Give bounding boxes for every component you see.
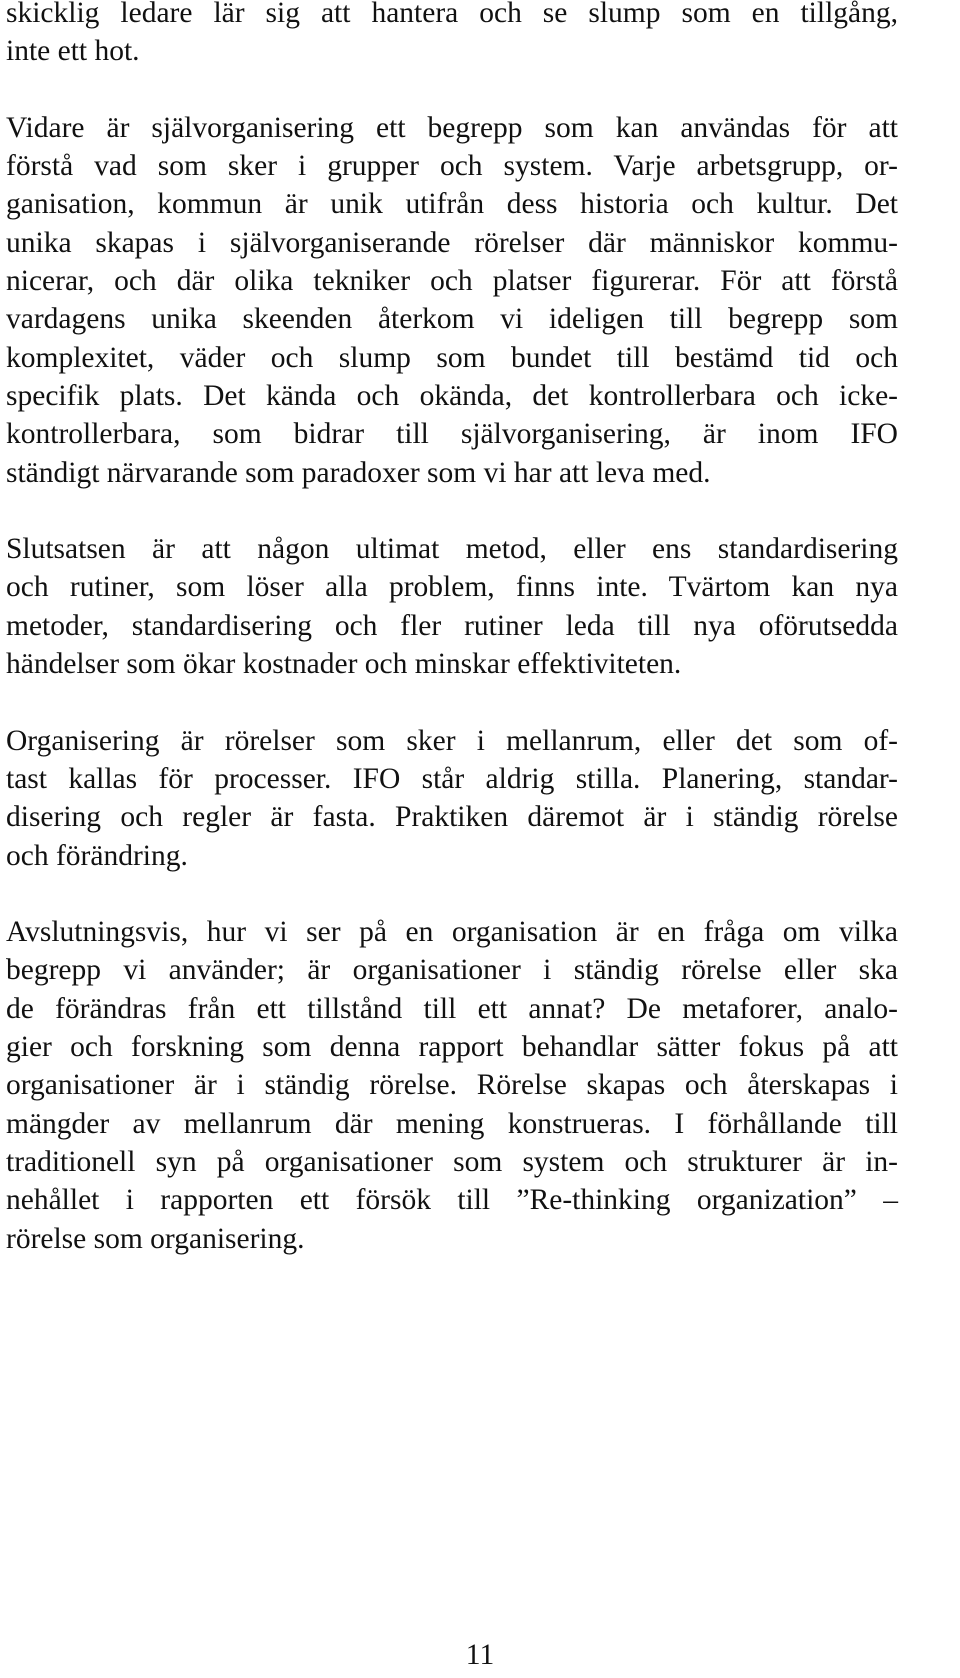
text-line: skicklig ledare lär sig att hantera och se slump som en tillgång, xyxy=(6,0,898,29)
text-line: förstå vad som sker i grupper och system. Varje arbetsgrupp, or- xyxy=(6,150,898,183)
text-line: Organisering är rörelser som sker i mellanrum, eller det som of- xyxy=(6,724,898,757)
text-line: traditionell syn på organisationer som system och strukturer är in- xyxy=(6,1145,898,1178)
text-line: ständigt närvarande som paradoxer som vi har att leva med. xyxy=(6,456,711,489)
text-line: Vidare är självorganisering ett begrepp som kan användas för att xyxy=(6,111,898,144)
page-number: 11 xyxy=(465,1639,495,1671)
text-line: inte ett hot. xyxy=(6,35,140,68)
paragraph xyxy=(6,530,898,683)
paragraph xyxy=(6,0,898,71)
text-line: Slutsatsen är att någon ultimat metod, eller ens standardisering xyxy=(6,533,898,566)
text-line: gier och forskning som denna rapport behandlar sätter fokus på att xyxy=(6,1031,898,1064)
text-line: Avslutningsvis, hur vi ser på en organisation är en fråga om vilka xyxy=(6,916,898,949)
paragraph xyxy=(6,722,898,875)
text-line: disering och regler är fasta. Praktiken däremot är i ständig rörelse xyxy=(6,801,898,834)
text-line: och förändring. xyxy=(6,839,188,872)
text-line: tast kallas för processer. IFO står aldrig stilla. Planering, standar- xyxy=(6,762,898,795)
text-line: och rutiner, som löser alla problem, finns inte. Tvärtom kan nya xyxy=(6,571,898,604)
text-line: kontrollerbara, som bidrar till självorganisering, är inom IFO xyxy=(6,418,898,451)
text-line: nehållet i rapporten ett försök till ”Re-thinking organization” – xyxy=(6,1184,898,1217)
text-line: de förändras från ett tillstånd till ett annat? De metaforer, analo- xyxy=(6,992,898,1025)
paragraph xyxy=(6,109,898,492)
text-line: mängder av mellanrum där mening konstrueras. I förhållande till xyxy=(6,1107,898,1140)
text-line: begrepp vi använder; är organisationer i ständig rörelse eller ska xyxy=(6,954,898,987)
text-line: unika skapas i självorganiserande rörelser där människor kommu- xyxy=(6,226,898,259)
text-line: organisationer är i ständig rörelse. Rörelse skapas och återskapas i xyxy=(6,1069,898,1102)
text-line: metoder, standardisering och fler rutiner leda till nya oförutsedda xyxy=(6,609,898,642)
text-line: nicerar, och där olika tekniker och platser figurerar. För att förstå xyxy=(6,265,898,298)
body-text xyxy=(6,0,898,1296)
text-line: ganisation, kommun är unik utifrån dess historia och kultur. Det xyxy=(6,188,898,221)
text-line: specifik plats. Det kända och okända, det kontrollerbara och icke- xyxy=(6,379,898,412)
text-line: komplexitet, väder och slump som bundet till bestämd tid och xyxy=(6,341,898,374)
text-line: rörelse som organisering. xyxy=(6,1222,305,1255)
text-line: vardagens unika skeenden återkom vi ideligen till begrepp som xyxy=(6,303,898,336)
paragraph xyxy=(6,913,898,1258)
text-line: händelser som ökar kostnader och minskar effektiviteten. xyxy=(6,648,682,681)
